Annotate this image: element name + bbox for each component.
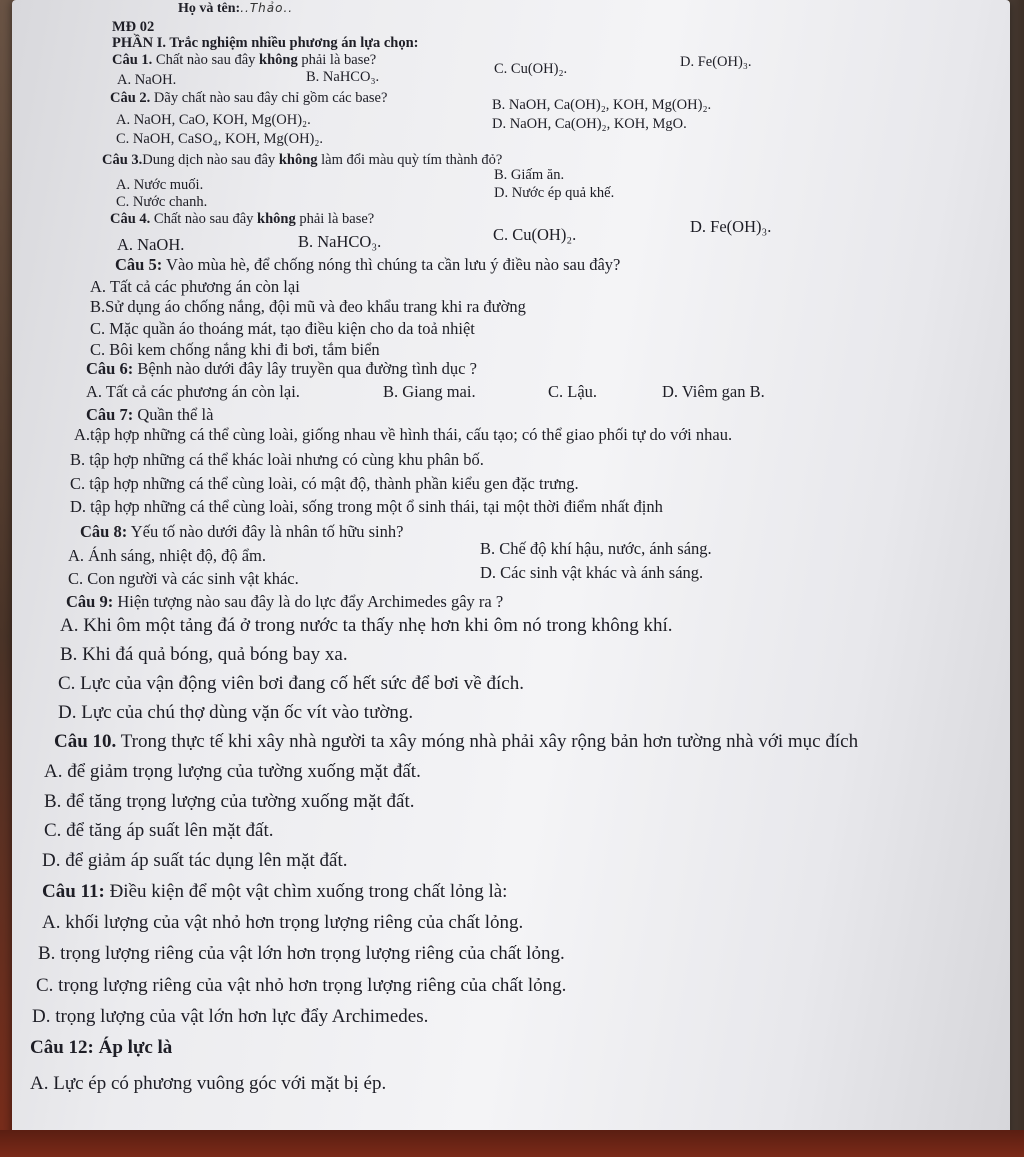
question-5: Câu 5: Vào mùa hè, để chống nóng thì chúng ta cần lưu ý điều nào sau đây? xyxy=(115,255,621,274)
question-2: Câu 2. Dãy chất nào sau đây chỉ gồm các base? xyxy=(110,90,388,106)
q9-option-c: C. Lực của vận động viên bơi đang cố hết sức để bơi về đích. xyxy=(58,673,524,694)
q10-option-b: B. để tăng trọng lượng của tường xuống mặt đất. xyxy=(44,791,415,812)
q11-option-d: D. trọng lượng của vật lớn hơn lực đẩy Archimedes. xyxy=(32,1006,429,1027)
q8-option-d: D. Các sinh vật khác và ánh sáng. xyxy=(480,563,704,582)
question-11: Câu 11: Điều kiện để một vật chìm xuống trong chất lỏng là: xyxy=(42,881,508,902)
q3-option-d: D. Nước ép quả khế. xyxy=(494,185,615,201)
section-title: PHẦN I. Trắc nghiệm nhiều phương án lựa chọn: xyxy=(112,35,419,51)
q2-option-d: D. NaOH, Ca(OH)₂, KOH, MgO. xyxy=(492,116,687,132)
q3-option-c: C. Nước chanh. xyxy=(116,194,208,210)
question-8: Câu 8: Yếu tố nào dưới đây là nhân tố hữu sinh? xyxy=(80,522,404,541)
q9-option-b: B. Khi đá quả bóng, quả bóng bay xa. xyxy=(60,644,348,665)
exam-code: MĐ 02 xyxy=(112,19,155,35)
q10-option-a: A. để giảm trọng lượng của tường xuống mặt đất. xyxy=(44,761,421,782)
q7-option-a: A.tập hợp những cá thể cùng loài, giống nhau về hình thái, cấu tạo; có thể giao phối tự do với nhau. xyxy=(74,425,733,444)
q6-option-c: C. Lậu. xyxy=(548,382,598,401)
q7-option-d: D. tập hợp những cá thể cùng loài, sống trong một ổ sinh thái, tại một thời điểm nhất định xyxy=(70,497,663,516)
q8-option-c: C. Con người và các sinh vật khác. xyxy=(68,569,299,588)
name-label: Họ và tên: xyxy=(178,1,241,16)
q10-option-d: D. để giảm áp suất tác dụng lên mặt đất. xyxy=(42,850,348,871)
question-10: Câu 10. Trong thực tế khi xây nhà người ta xây móng nhà phải xây rộng bản hơn tường nhà với mục đích xyxy=(54,731,859,752)
q4-option-b: B. NaHCO₃. xyxy=(298,232,382,251)
q11-option-a: A. khối lượng của vật nhỏ hơn trọng lượng riêng của chất lỏng. xyxy=(42,912,524,933)
name-handwriting: ..Thảo.. xyxy=(240,1,294,15)
q9-option-a: A. Khi ôm một tảng đá ở trong nước ta thấy nhẹ hơn khi ôm nó trong không khí. xyxy=(60,615,673,636)
q7-option-b: B. tập hợp những cá thể khác loài nhưng có cùng khu phân bố. xyxy=(70,450,484,469)
q2-option-b: B. NaOH, Ca(OH)₂, KOH, Mg(OH)₂. xyxy=(492,97,712,113)
q5-option-c: C. Mặc quần áo thoáng mát, tạo điều kiện cho da toả nhiệt xyxy=(90,319,475,338)
question-9: Câu 9: Hiện tượng nào sau đây là do lực đẩy Archimedes gây ra ? xyxy=(66,592,504,611)
question-7: Câu 7: Quần thể là xyxy=(86,405,214,424)
q4-option-d: D. Fe(OH)₃. xyxy=(690,217,772,236)
question-4: Câu 4. Chất nào sau đây không phải là base? xyxy=(110,211,375,227)
q1-option-d: D. Fe(OH)₃. xyxy=(680,54,752,70)
student-name-line xyxy=(178,2,293,17)
q3-option-a: A. Nước muối. xyxy=(116,177,204,193)
q2-option-a: A. NaOH, CaO, KOH, Mg(OH)₂. xyxy=(116,112,311,128)
q5-option-a: A. Tất cả các phương án còn lại xyxy=(90,277,300,296)
q4-option-c: C. Cu(OH)₂. xyxy=(493,225,577,244)
q8-option-b: B. Chế độ khí hậu, nước, ánh sáng. xyxy=(480,539,712,558)
q5-option-d: C. Bôi kem chống nắng khi đi bơi, tắm biển xyxy=(90,340,380,359)
q8-option-a: A. Ánh sáng, nhiệt độ, độ ẩm. xyxy=(68,546,266,565)
q11-option-b: B. trọng lượng riêng của vật lớn hơn trọng lượng riêng của chất lỏng. xyxy=(38,943,565,964)
q9-option-d: D. Lực của chú thợ dùng vặn ốc vít vào tường. xyxy=(58,702,414,723)
q6-option-d: D. Viêm gan B. xyxy=(662,382,765,401)
question-6: Câu 6: Bệnh nào dưới đây lây truyền qua đường tình dục ? xyxy=(86,359,477,378)
q2-option-c: C. NaOH, CaSO₄, KOH, Mg(OH)₂. xyxy=(116,131,324,147)
q1-option-c: C. Cu(OH)₂. xyxy=(494,61,568,77)
q1-option-a: A. NaOH. xyxy=(117,72,177,88)
q12-option-a: A. Lực ép có phương vuông góc với mặt bị ép. xyxy=(30,1073,387,1094)
q3-option-b: B. Giấm ăn. xyxy=(494,167,565,183)
q11-option-c: C. trọng lượng riêng của vật nhỏ hơn trọng lượng riêng của chất lỏng. xyxy=(36,975,567,996)
q1-option-b: B. NaHCO₃. xyxy=(306,69,380,85)
q6-option-a: A. Tất cả các phương án còn lại. xyxy=(86,382,300,401)
q5-option-b: B.Sử dụng áo chống nắng, đội mũ và đeo khẩu trang khi ra đường xyxy=(90,297,526,316)
q4-option-a: A. NaOH. xyxy=(117,235,185,254)
question-12: Câu 12: Áp lực là xyxy=(30,1037,173,1058)
question-3: Câu 3.Dung dịch nào sau đây không làm đổi màu quỳ tím thành đỏ? xyxy=(102,152,503,168)
question-1: Câu 1. Chất nào sau đây không phải là base? xyxy=(112,52,377,68)
q6-option-b: B. Giang mai. xyxy=(383,382,476,401)
q10-option-c: C. để tăng áp suất lên mặt đất. xyxy=(44,820,274,841)
q7-option-c: C. tập hợp những cá thể cùng loài, có mật độ, thành phần kiểu gen đặc trưng. xyxy=(70,474,579,493)
table-edge xyxy=(0,1130,1024,1157)
